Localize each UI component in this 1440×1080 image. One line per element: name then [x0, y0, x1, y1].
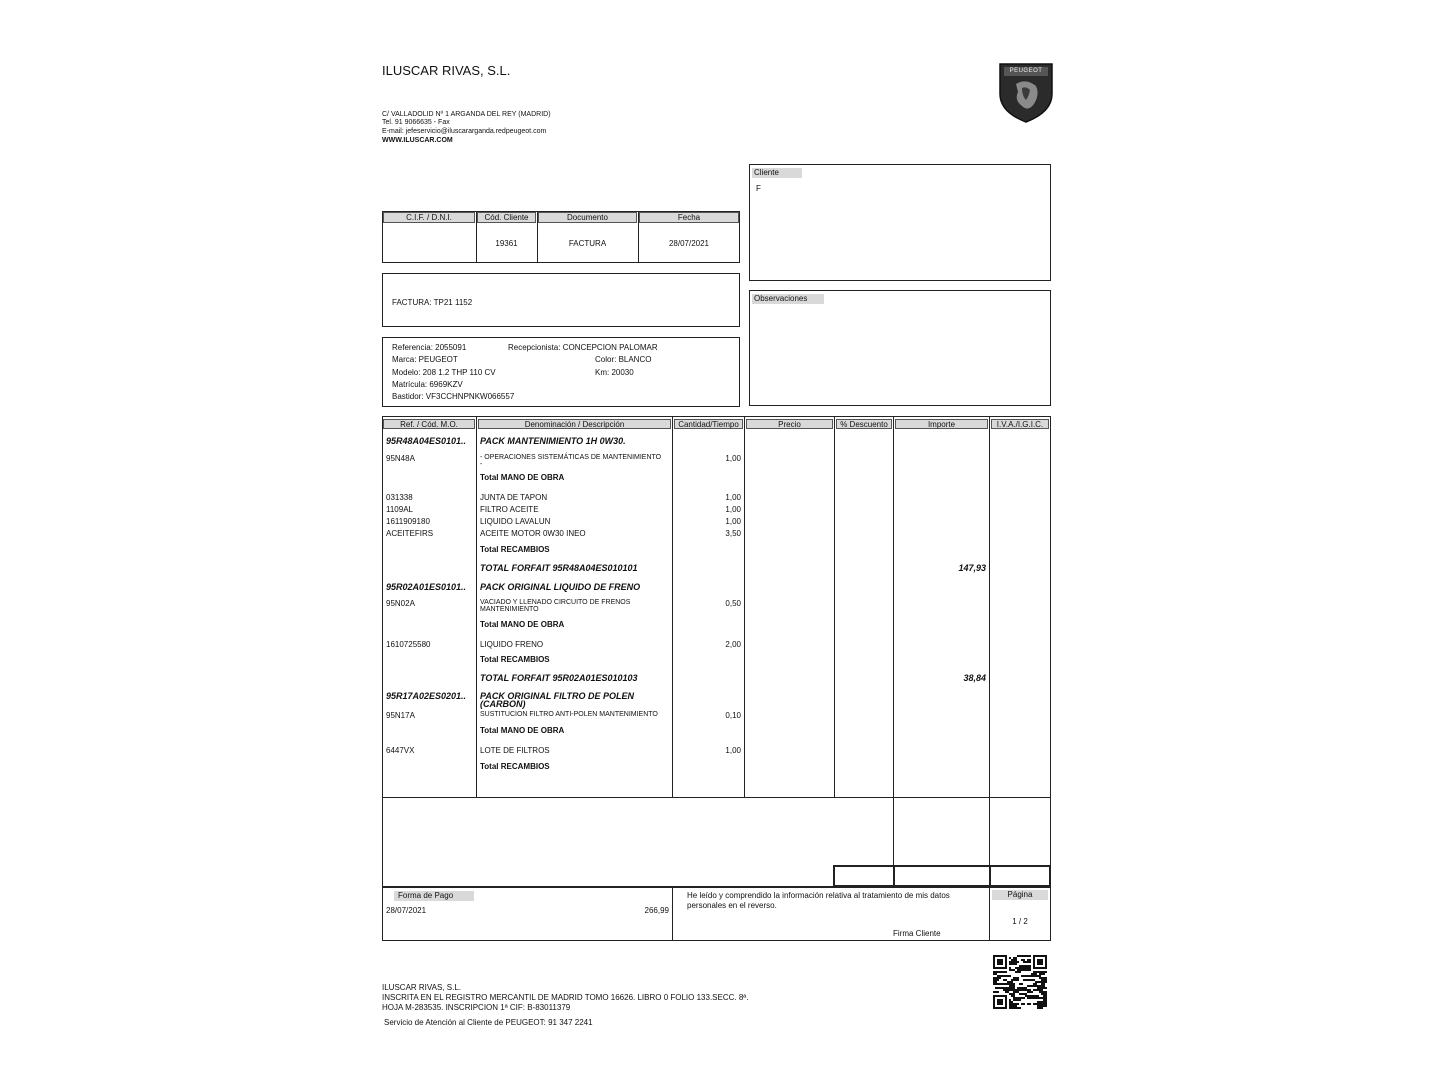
item-desc: SUSTITUCION FILTRO ANTI-POLEN MANTENIMIENTO: [480, 711, 658, 718]
peugeot-logo-icon: [996, 60, 1056, 124]
item-ref: 95R02A01ES0101..: [386, 582, 467, 592]
footer-registry: INSCRITA EN EL REGISTRO MERCANTIL DE MADRID TOMO 16626. LIBRO 0 FOLIO 133.SECC. 8ª.: [382, 993, 749, 1002]
item-qty: 3,50: [725, 529, 741, 538]
vehicle-matricula: Matrícula: 6969KZV: [392, 380, 463, 389]
item-desc: Total RECAMBIOS: [480, 545, 550, 554]
page-label: Página: [992, 890, 1048, 900]
logo-text: PEUGEOT: [1009, 68, 1043, 74]
item-qty: 1,00: [725, 493, 741, 502]
col-header-qty: Cantidad/Tiempo: [674, 419, 743, 429]
item-desc: TOTAL FORFAIT 95R02A01ES010103: [480, 673, 638, 683]
col-header-descuento: % Descuento: [836, 419, 892, 429]
item-desc: FILTRO ACEITE: [480, 505, 539, 514]
item-qty: 1,00: [725, 454, 741, 463]
company-web: WWW.ILUSCAR.COM: [382, 137, 453, 144]
item-desc: VACIADO Y LLENADO CIRCUITO DE FRENOS: [480, 599, 631, 606]
item-qty: 1,00: [725, 505, 741, 514]
vehicle-marca: Marca: PEUGEOT: [392, 355, 458, 364]
item-desc: TOTAL FORFAIT 95R48A04ES010101: [480, 563, 638, 573]
signature-label: Firma Cliente: [893, 929, 941, 938]
item-desc: Total MANO DE OBRA: [480, 473, 565, 482]
item-ref: 1109AL: [386, 505, 413, 514]
item-desc: PACK ORIGINAL FILTRO DE POLEN: [480, 691, 635, 701]
doc-value-codcliente: 19361: [495, 239, 518, 248]
footer-service: Servicio de Atención al Cliente de PEUGEOT: 91 347 2241: [384, 1018, 593, 1027]
item-qty: 1,00: [725, 517, 741, 526]
item-desc: PACK ORIGINAL LIQUIDO DE FRENO: [480, 582, 641, 592]
invoice-number-box: [382, 273, 740, 327]
item-desc: Total RECAMBIOS: [480, 655, 550, 664]
item-desc: ACEITE MOTOR 0W30 INEO: [480, 529, 586, 538]
totals-cells: [833, 865, 1051, 887]
client-label: Cliente: [752, 168, 802, 178]
item-qty: 0,10: [725, 711, 741, 720]
payment-amount: 266,99: [644, 906, 669, 915]
observations-label: Observaciones: [752, 294, 824, 304]
item-ref: 1610725580: [386, 640, 431, 649]
footer-hoja: HOJA M-283535. INSCRIPCION 1ª CIF: B-83011379: [382, 1003, 571, 1012]
doc-header-fecha: Fecha: [639, 212, 739, 223]
item-ref: 95N48A: [386, 454, 415, 463]
item-desc: LIQUIDO LAVALUN: [480, 517, 551, 526]
item-desc: (CARBON): [480, 699, 526, 709]
vehicle-modelo: Modelo: 208 1.2 THP 110 CV: [392, 368, 496, 377]
item-ref: 95N02A: [386, 599, 415, 608]
col-header-importe: Importe: [895, 419, 988, 429]
item-desc: LIQUIDO FRENO: [480, 640, 544, 649]
vehicle-km: Km: 20030: [595, 368, 634, 377]
vehicle-referencia: Referencia: 2055091: [392, 343, 467, 352]
item-qty: 1,00: [725, 746, 741, 755]
qr-code-icon: [993, 955, 1047, 1009]
item-desc: - OPERACIONES SISTEMÁTICAS DE MANTENIMIENTO: [480, 454, 662, 461]
footer-company: ILUSCAR RIVAS, S.L.: [382, 983, 461, 992]
vehicle-bastidor: Bastidor: VF3CCHNPNKW066557: [392, 392, 515, 401]
item-ref: 6447VX: [386, 746, 415, 755]
doc-value-documento: FACTURA: [568, 239, 607, 248]
item-desc: JUNTA DE TAPON: [480, 493, 548, 502]
doc-value-fecha: 28/07/2021: [668, 239, 710, 248]
item-qty: 0,50: [725, 599, 741, 608]
item-desc: Total MANO DE OBRA: [480, 726, 565, 735]
doc-header-codcliente: Cód. Cliente: [477, 212, 536, 223]
item-importe: 147,93: [958, 563, 986, 573]
company-email: E-mail: jefeservicio@iluscararganda.redpeugeot.com: [382, 128, 547, 135]
item-desc: MANTENIMIENTO: [480, 606, 539, 613]
item-qty: 2,00: [725, 640, 741, 649]
item-ref: 1611909180: [386, 517, 430, 526]
col-header-precio: Precio: [746, 419, 833, 429]
payment-date: 28/07/2021: [386, 906, 427, 915]
item-ref: 95R48A04ES0101..: [386, 436, 467, 446]
item-ref: 95R17A02ES0201..: [386, 691, 467, 701]
item-desc: Total MANO DE OBRA: [480, 620, 565, 629]
item-desc: -: [480, 461, 483, 468]
company-phone: Tel. 91 9066635 - Fax: [382, 119, 450, 126]
payment-label: Forma de Pago: [394, 891, 474, 901]
doc-header-cif: C.I.F. / D.N.I.: [383, 212, 475, 223]
vehicle-color: Color: BLANCO: [595, 355, 652, 364]
privacy-text: He leído y comprendido la información relativa al tratamiento de mis datos personales en el reverso.: [687, 891, 950, 910]
company-address: C/ VALLADOLID Nº 1 ARGANDA DEL REY (MADRID): [382, 111, 551, 118]
item-desc: LOTE DE FILTROS: [480, 746, 550, 755]
company-name: ILUSCAR RIVAS, S.L.: [382, 63, 511, 78]
item-ref: 95N17A: [386, 711, 415, 720]
col-header-ref: Ref. / Cód. M.O.: [383, 419, 475, 429]
col-header-desc: Denominación / Descripción: [478, 419, 671, 429]
item-desc: PACK MANTENIMIENTO 1H 0W30.: [480, 436, 626, 446]
item-ref: ACEITEFIRS: [386, 529, 434, 538]
item-desc: Total RECAMBIOS: [480, 762, 550, 771]
doc-header-documento: Documento: [538, 212, 637, 223]
col-header-iva: I.V.A./I.G.I.C.: [991, 419, 1049, 429]
invoice-number: FACTURA: TP21 1152: [392, 298, 473, 307]
item-ref: 031338: [386, 493, 413, 502]
client-box: [749, 164, 1051, 281]
vehicle-recepcionista: Recepcionista: CONCEPCION PALOMAR: [508, 343, 658, 352]
item-importe: 38,84: [963, 673, 986, 683]
client-value: F: [756, 184, 761, 193]
observations-box: [749, 290, 1051, 406]
page-number: 1 / 2: [1012, 917, 1028, 926]
vehicle-box: [382, 337, 740, 407]
